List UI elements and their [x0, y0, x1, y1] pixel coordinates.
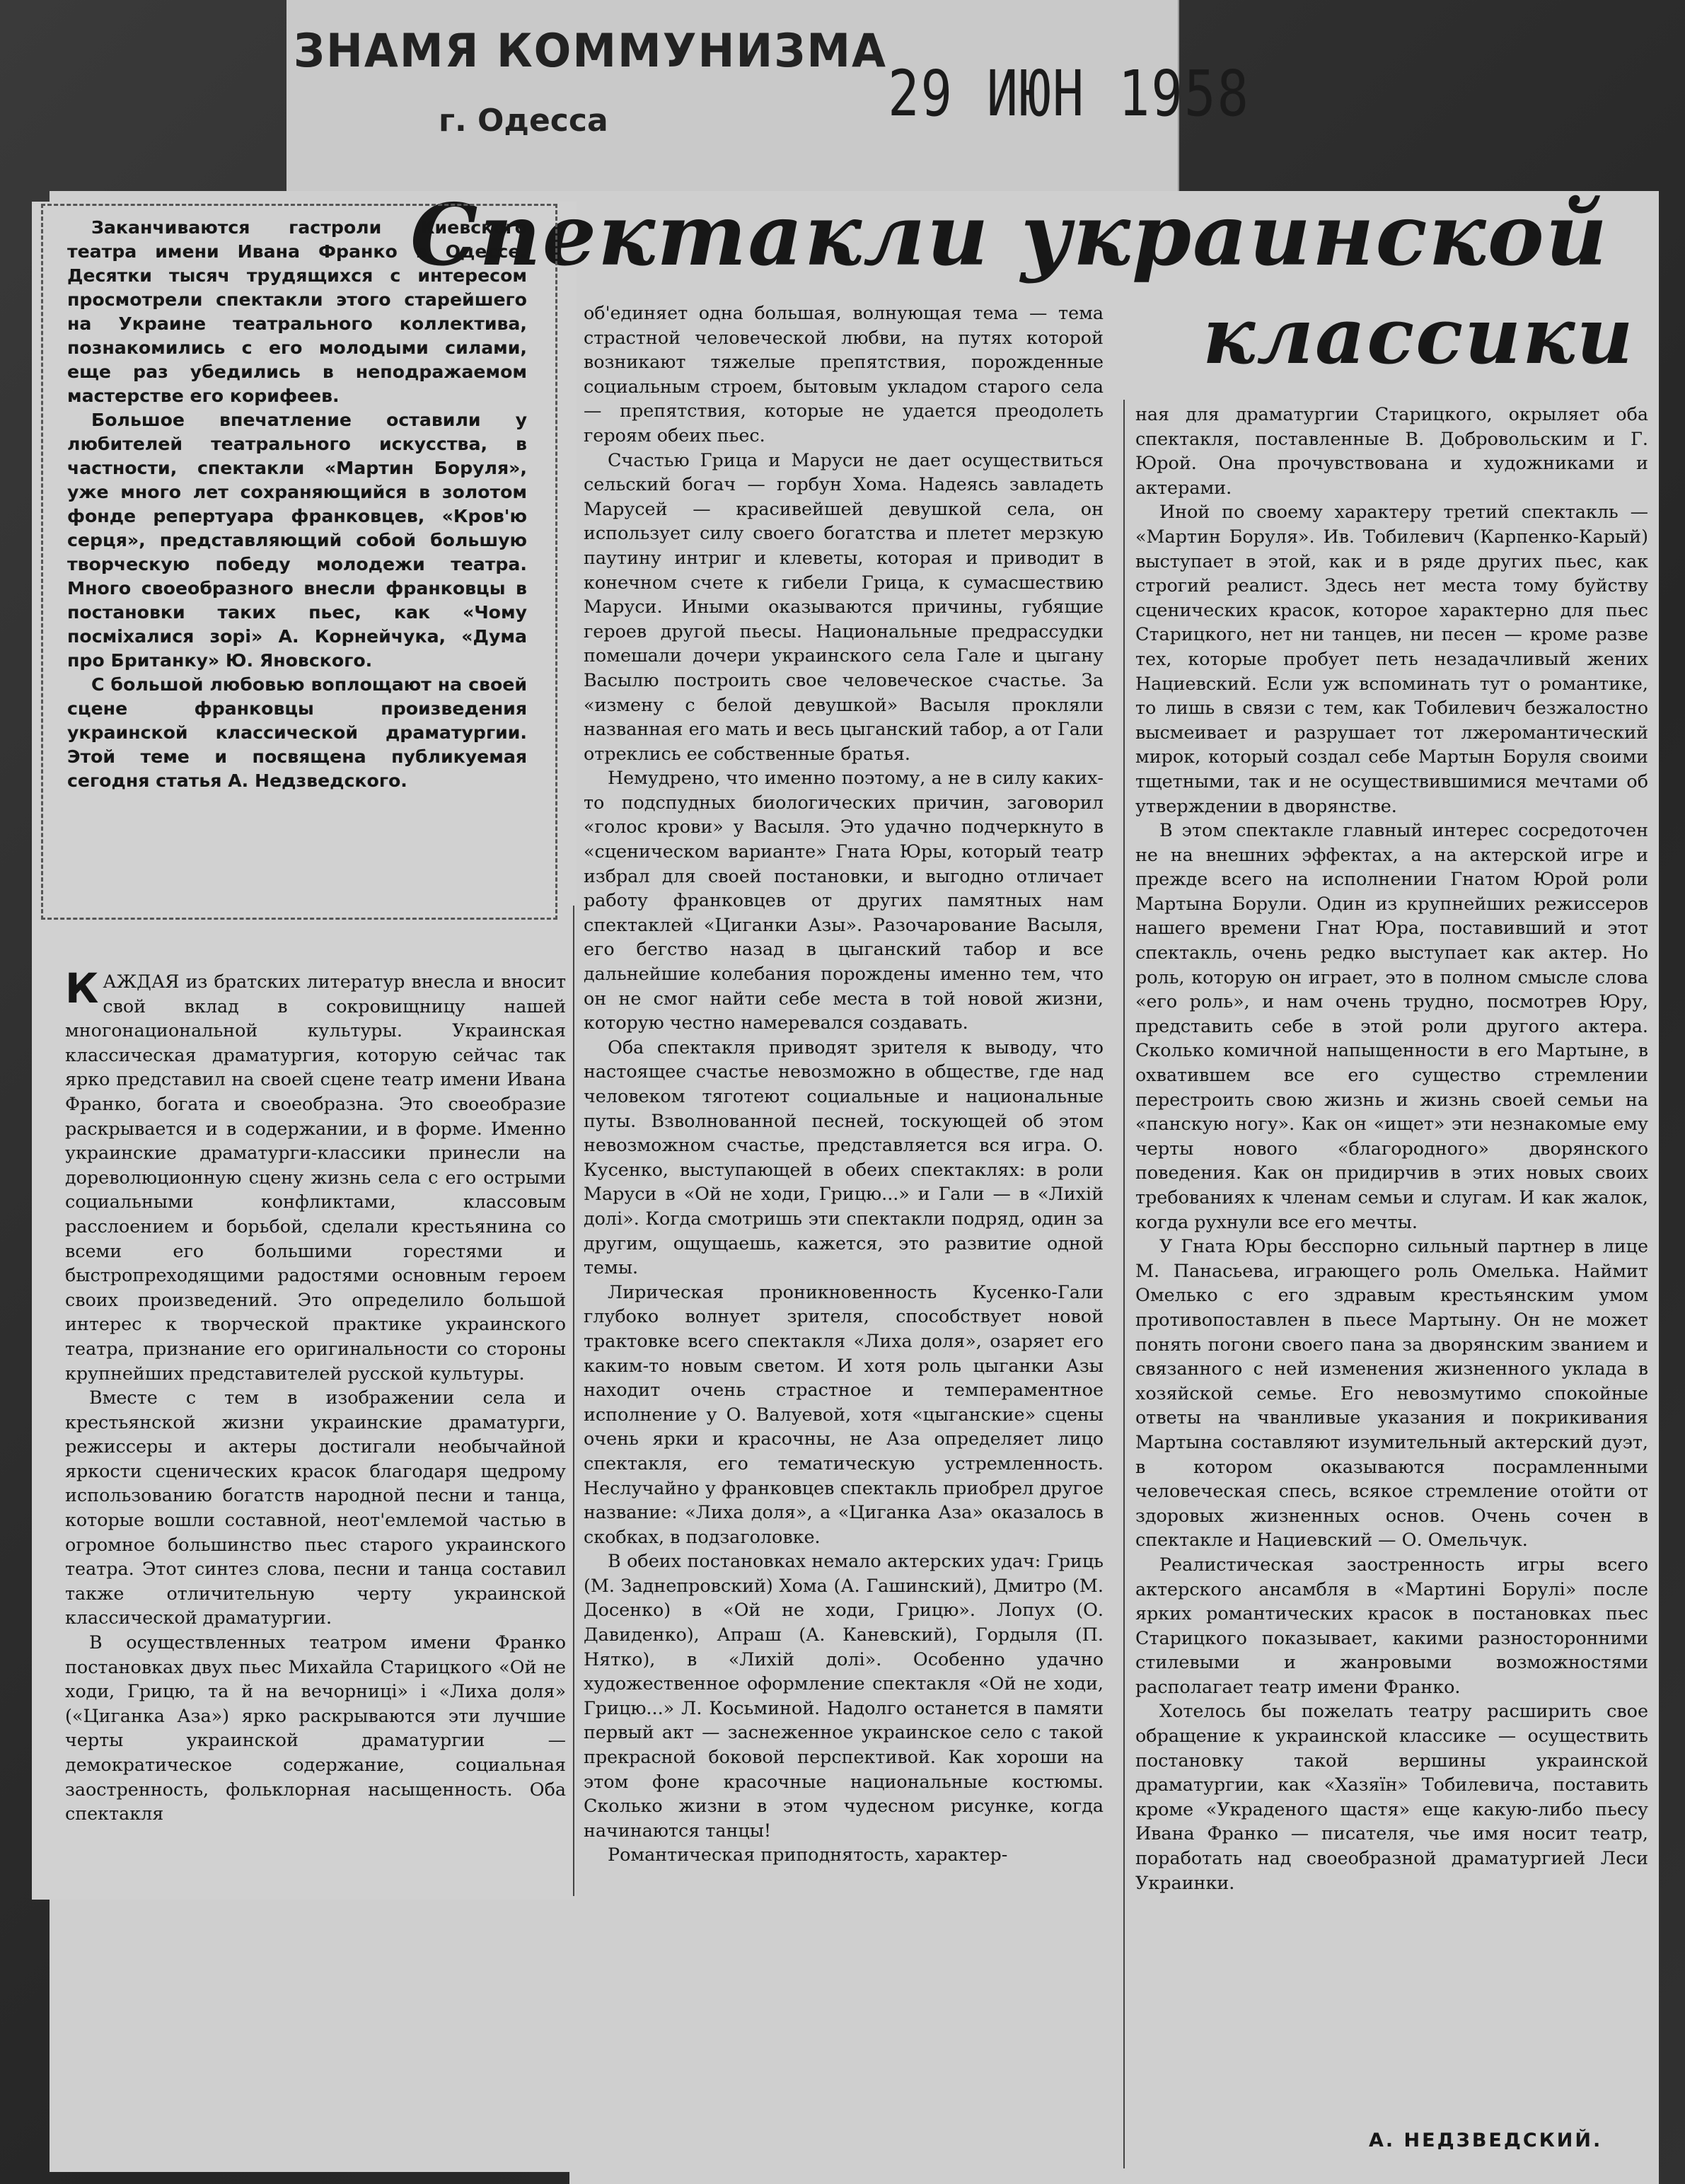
intro-paragraph: Большое впечатление оставили у любителей театрального искусства, в частности, спектакли «Мартин Боруля», уже много лет сохраняющийся в золотом фонде репертуара франковцев, «Кров'ю серця», представляющий собой большую творческую победу молодежи театра. Много своеобразного внесли франковцы в постановки таких пьес, как «Чому посміхалися зорі» А. Корнейчука, «Дума про Британку» Ю. Яновского. [67, 410, 527, 671]
drop-cap: К [65, 969, 99, 1012]
article-paragraph: В осуществленных театром имени Франко постановках двух пьес Михайла Старицкого «Ой не ходи, Грицю, та й на вечорниці» і «Лиха доля» («Циганка Аза») ярко раскрываются эти лучшие черты украинской драматургии — демократическое содержание, социальная заостренность, фольклорная насыщенность. Оба спектакля [65, 1631, 566, 1825]
article-paragraph: Счастью Грица и Маруси не дает осуществиться сельский богач — горбун Хома. Надеясь завладеть Марусей — красивейшей девушкой села, он использует силу своего богатства и плетет мерзкую паутину интриг и клеветы, которая и приводит в конечном счете к гибели Грица, к сумасшествию Маруси. Иными оказываются причины, губящие героев другой пьесы. Национальные предрассудки помешали дочери украинского села Гале и цыгану Васылю построить свое человеческое счастье. За «измену с белой девушкой» Васыля прокляли названная его мать и весь цыганский табор, а от Гали отреклись ее собственные братья. [584, 449, 1104, 764]
headline-line2: классики [1203, 290, 1635, 381]
article-column-1 [65, 969, 566, 1896]
article-column-2 [584, 301, 1104, 2176]
article-paragraph: об'единяет одна большая, волнующая тема — тема страстной человеческой любви, на путях которой возникают тяжелые препятствия, порожденные социальным строем, бытовым укладом старого села — препятствия, которые не удается преодолеть героям обеих пьес. [584, 302, 1104, 446]
article-paragraph: В обеих постановках немало актерских удач: Гриць (М. Заднепровский) Хома (А. Гашинский), Дмитро (М. Досенко) в «Ой не ходи, Грицю». Лопух (О. Давиденко), Апраш (А. Каневский), Гордыля (П. Нятко), в «Лихій долі». Особенно удачно художественное оформление спектакля «Ой не ходи, Грицю...» Л. Косьминой. Надолго останется в памяти первый акт — заснеженное украинское село с такой прекрасной боковой перспективой. Как хороши на этом фоне красочные национальные костюмы. Сколько жизни в этом чудесном рисунке, когда начинаются танцы! [584, 1550, 1104, 1841]
article-paragraph: Вместе с тем в изображении села и крестьянской жизни украинские драматурги, режиссеры и актеры достигали необычайной яркости сценических красок благодаря щедрому использованию богатств народной песни и танца, которые вошли составной, неот'емлемой частью в огромное большинство пьес старого украинского театра. Этот синтез слова, песни и танца составил также отличительную черту украинской классической драматургии. [65, 1387, 566, 1629]
article-column-3 [1135, 402, 1648, 2121]
newspaper-stamp: ЗНАМЯ КОММУНИЗМА [294, 23, 888, 78]
article-paragraph: Хотелось бы пожелать театру расширить свое обращение к украинской классике — осуществить постановку такой вершины украинской драматургии, как «Хазяїн» Тобилевича, поставить кроме «Украденого щастя» еще какую-либо пьесу Ивана Франко — писателя, чье имя носит театр, поработать над своеобразной драматургией Леси Украинки. [1135, 1700, 1648, 1893]
author-signature: А. НЕДЗВЕДСКИЙ. [1369, 2130, 1603, 2151]
article-paragraph: У Гната Юры бесспорно сильный партнер в лице М. Панасьева, играющего роль Омелька. Наймит Омелько с его здравым крестьянским умом противопоставлен в пьесе Мартыну. Он не может понять погони своего пана за дворянским званием и связанного с ней изменения жизненного уклада в хозяйской семье. Его невозмутимо спокойные ответы на чванливые указания и покрикивания Мартына составляют изумительный актерский дуэт, в котором оказываются посрамленными человеческая спесь, всякое стремление отойти от здоровых жизненных основ. Очень сочен в спектакле и Нациевский — О. Омельчук. [1135, 1235, 1648, 1551]
article-paragraph: В этом спектакле главный интерес сосредоточен не на внешних эффектах, а на актерской игре и прежде всего на исполнении Гнатом Юрой роли Мартына Борули. Один из крупнейших режиссеров нашего времени Гнат Юра, поставивший и этот спектакль, очень редко выступает как актер. Но роль, которую он играет, это в полном смысле слова «его роль», и нам очень трудно, посмотрев Юру, представить себе в этой роли другого актера. Сколько комичной напыщенности в его Мартыне, в охватившем все его существо стремлении перестроить свою жизнь и жизнь своей семьи на «панскую ногу». Как он «ищет» эти незнакомые ему черты нового «благородного» дворянского поведения. Как он придирчив в этих новых своих требованиях к членам семьи и слугам. И как жалок, когда рухнули все его мечты. [1135, 819, 1648, 1232]
intro-paragraph: С большой любовью воплощают на своей сцене франковцы произведения украинской классической драматургии. Этой теме и посвящена публикуемая сегодня статья А. Недзведского. [67, 674, 527, 791]
column-rule [1123, 400, 1125, 2168]
article-paragraph: КАЖДАЯ из братских литератур внесла и вносит свой вклад в сокровищницу нашей многонациональной культуры. Украинская классическая драматургия, которую сейчас так ярко представил на своей сцене театр имени Ивана Франко, богата и своеобразна. Это своеобразие раскрывается и в содержании, и в форме. Именно украинские драматурги-классики принесли на дореволюционную сцену жизнь села с его острыми социальными конфликтами, классовым расслоением и борьбой, сделали крестьянина со всеми его большими горестями и быстропреходящими радостями основным героем своих произведений. Это определило большой интерес к творческой практике украинского театра, признание его оригинальности со стороны крупнейших представителей русской культуры. [65, 969, 566, 1384]
article-paragraph: Романтическая приподнятость, характер- [608, 1844, 1008, 1866]
column-rule [573, 906, 574, 1896]
headline-line1: Спектакли украинской [410, 185, 1609, 285]
date-stamp: 29 ИЮН 1958 [888, 57, 1251, 131]
intro-paragraph: Заканчиваются гастроли Киевского театра имени Ивана Франко в Одессе. Десятки тысяч трудящихся с интересом просмотрели спектакли этого старейшего на Украине театрального коллектива, познакомились с его молодыми силами, еще раз убедились в неподражаемом мастерстве его корифеев. [67, 217, 527, 406]
article-paragraph: ная для драматургии Старицкого, окрыляет оба спектакля, поставленные В. Добровольским и Г. Юрой. Она прочувствована и художниками и актерами. [1135, 403, 1648, 498]
intro-text [67, 216, 527, 909]
city-stamp: г. Одесса [439, 103, 608, 139]
article-paragraph: Лирическая проникновенность Кусенко-Гали глубоко волнует зрителя, способствует новой трактовке всего спектакля «Лиха доля», озаряет его каким-то новым светом. И хотя роль цыганки Азы находит очень страстное и темпераментное исполнение у О. Валуевой, хотя «цыганские» сцены очень ярки и красочны, не Аза определяет лицо спектакля, его тематическую устремленность. Неслучайно у франковцев спектакль приобрел другое название: «Лиха доля», а «Циганка Аза» оказалось в скобках, в подзаголовке. [584, 1281, 1104, 1547]
article-paragraph: Немудрено, что именно поэтому, а не в силу каких-то подспудных биологических причин, заговорил «голос крови» у Васыля. Это удачно подчеркнуто в «сценическом варианте» Гната Юры, который театр избрал для своей постановки, и выгодно отличает работу франковцев от других памятных нам спектаклей «Циганки Азы». Разочарование Васыля, его бегство назад в цыганский табор и все дальнейшие колебания порождены именно тем, что он не смог найти себе места в той новой жизни, которую честно намеревался создавать. [584, 767, 1104, 1034]
article-paragraph: Оба спектакля приводят зрителя к выводу, что настоящее счастье невозможно в обществе, где над человеком тяготеют социальные и национальные путы. Взволнованной песней, тоскующей об этом невозможном счастье, представляется вся игра. О. Кусенко, выступающей в обеих спектаклях: в роли Маруси в «Ой не ходи, Грицю...» и Гали — в «Лихій долі». Когда смотришь эти спектакли подряд, один за другим, ощущаешь, кажется, это развитие одной темы. [584, 1036, 1104, 1278]
article-paragraph: Иной по своему характеру третий спектакль — «Мартин Боруля». Ив. Тобилевич (Карпенко-Карый) выступает в этой, как и в ряде других пьес, как строгий реалист. Здесь нет места тому буйству сценических красок, которое характерно для пьес Старицкого, нет ни танцев, ни песен — кроме разве тех, которые пробует петь незадачливый жених Нациевский. Если уж вспоминать тут о романтике, то лишь в связи с тем, как Тобилевич безжалостно высмеивает и разрушает тот лжеромантический мирок, который создал себе Мартын Боруля своими тщетными, так и не осуществившимися мечтами об утверждении в дворянстве. [1135, 501, 1648, 816]
article-paragraph: Реалистическая заостренность игры всего актерского ансамбля в «Мартині Борулі» после ярких романтических красок в постановках пьес Старицкого показывает, какими разносторонними стилевыми и жанровыми возможностями располагает театр имени Франко. [1135, 1553, 1648, 1697]
